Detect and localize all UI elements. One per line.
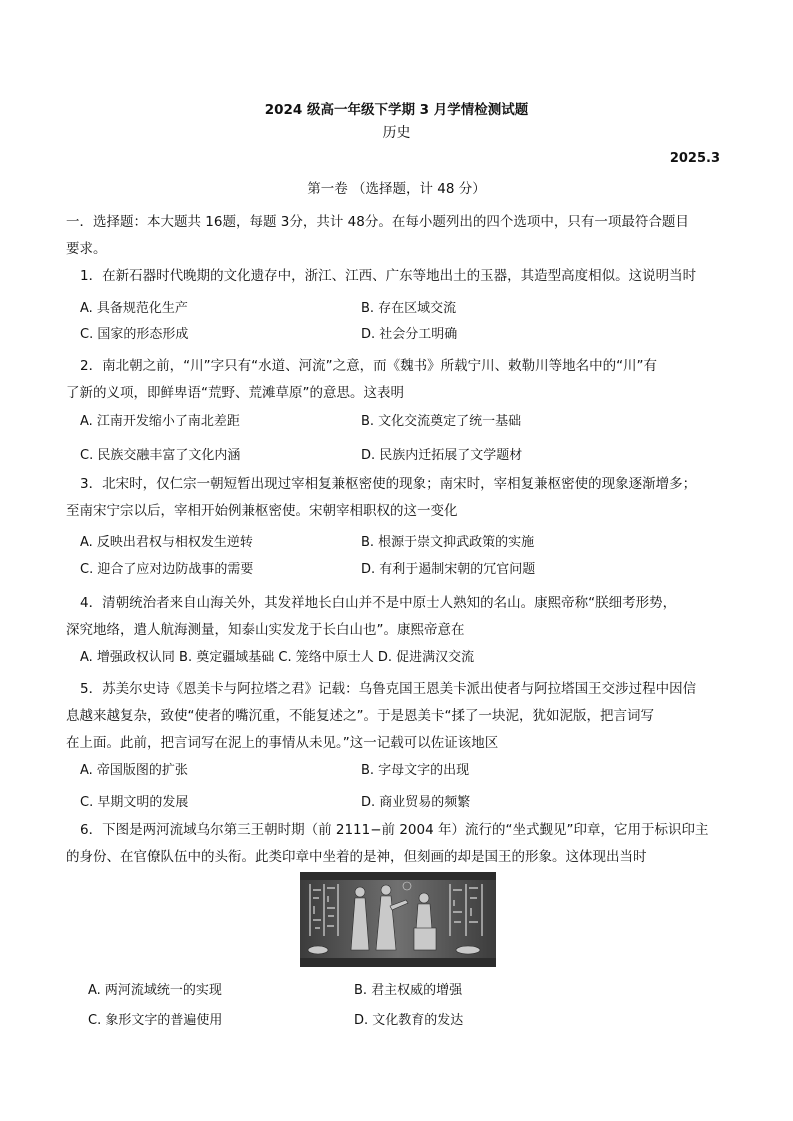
question-1-option-d[interactable]: D. 社会分工明确 — [361, 327, 458, 342]
exam-date: 2025.3 — [669, 151, 720, 166]
question-5-stem-line-1: 5．苏美尔史诗《恩美卡与阿拉塔之君》记载：乌鲁克国王恩美卡派出使者与阿拉塔国王交涉过程中因信 — [80, 681, 697, 697]
question-6-option-a[interactable]: A. 两河流域统一的实现 — [88, 983, 222, 998]
question-4-stem-line-1: 4．清朝统治者来自山海关外，其发祥地长白山并不是中原士人熟知的名山。康熙帝称“朕细考形势， — [80, 595, 677, 611]
question-1-option-c[interactable]: C. 国家的形态形成 — [80, 327, 189, 342]
question-2-option-a[interactable]: A. 江南开发缩小了南北差距 — [80, 414, 240, 429]
question-5-option-d[interactable]: D. 商业贸易的频繁 — [361, 795, 471, 810]
question-3-option-a[interactable]: A. 反映出君权与相权发生逆转 — [80, 535, 253, 550]
instructions-line-1: 一．选择题：本大题共 16题，每题 3分，共计 48分。在每小题列出的四个选项中，只有一项最符合题目 — [66, 214, 689, 230]
question-3-option-c[interactable]: C. 迎合了应对边防战事的需要 — [80, 562, 254, 577]
question-1-option-b[interactable]: B. 存在区域交流 — [361, 301, 457, 316]
question-3-stem-line-1: 3．北宋时，仅仁宗一朝短暂出现过宰相复兼枢密使的现象；南宋时，宰相复兼枢密使的现象逐渐增多； — [80, 476, 697, 492]
question-5-option-b[interactable]: B. 字母文字的出现 — [361, 763, 470, 778]
question-6-stem-line-2: 的身份、在官僚队伍中的头衔。此类印章中坐着的是神，但刻画的却是国王的形象。这体现出当时 — [66, 849, 647, 865]
cylinder-seal-image — [300, 872, 496, 967]
question-6-option-c[interactable]: C. 象形文字的普遍使用 — [88, 1013, 223, 1028]
question-1-stem: 1．在新石器时代晚期的文化遗存中，浙江、江西、广东等地出土的玉器，其造型高度相似。这说明当时 — [80, 268, 697, 284]
question-5-option-c[interactable]: C. 早期文明的发展 — [80, 795, 189, 810]
subject-title: 历史 — [382, 125, 411, 141]
question-6-option-b[interactable]: B. 君主权威的增强 — [354, 983, 463, 998]
question-5-option-a[interactable]: A. 帝国版图的扩张 — [80, 763, 188, 778]
question-6-option-d[interactable]: D. 文化教育的发达 — [354, 1013, 464, 1028]
question-5-stem-line-3: 在上面。此前，把言词写在泥上的事情从未见。”这一记载可以佐证该地区 — [66, 735, 499, 751]
question-2-option-d[interactable]: D. 民族内迁拓展了文学题材 — [361, 448, 523, 463]
question-6-stem-line-1: 6．下图是两河流域乌尔第三王朝时期（前 2111−前 2004 年）流行的“坐式觐见”印章，它用于标识印主 — [80, 822, 709, 838]
question-2-stem-line-2: 了新的义项，即鲜卑语“荒野、荒滩草原”的意思。这表明 — [66, 385, 404, 401]
instructions-line-2: 要求。 — [66, 241, 107, 257]
question-3-stem-line-2: 至南宋宁宗以后，宰相开始例兼枢密使。宋朝宰相职权的这一变化 — [66, 503, 458, 519]
question-3-option-d[interactable]: D. 有利于遏制宋朝的冗官问题 — [361, 562, 536, 577]
question-5-stem-line-2: 息越来越复杂，致使“使者的嘴沉重，不能复述之”。于是恩美卡“揉了一块泥，犹如泥版，把言词写 — [66, 708, 654, 724]
question-4-options[interactable]: A. 增强政权认同 B. 奠定疆域基础 C. 笼络中原士人 D. 促进满汉交流 — [80, 650, 475, 665]
question-3-option-b[interactable]: B. 根源于崇文抑武政策的实施 — [361, 535, 535, 550]
question-2-option-b[interactable]: B. 文化交流奠定了统一基础 — [361, 414, 522, 429]
exam-title: 2024 级高一年级下学期 3 月学情检测试题 — [264, 102, 529, 118]
question-1-option-a[interactable]: A. 具备规范化生产 — [80, 301, 188, 316]
question-4-stem-line-2: 深究地络，遣人航海测量，知泰山实发龙于长白山也”。康熙帝意在 — [66, 622, 465, 638]
question-2-option-c[interactable]: C. 民族交融丰富了文化内涵 — [80, 448, 241, 463]
section-heading: 第一卷 （选择题，计 48 分） — [307, 181, 486, 197]
question-2-stem-line-1: 2．南北朝之前，“川”字只有“水道、河流”之意，而《魏书》所载宁川、敕勒川等地名中的“川”有 — [80, 358, 658, 374]
